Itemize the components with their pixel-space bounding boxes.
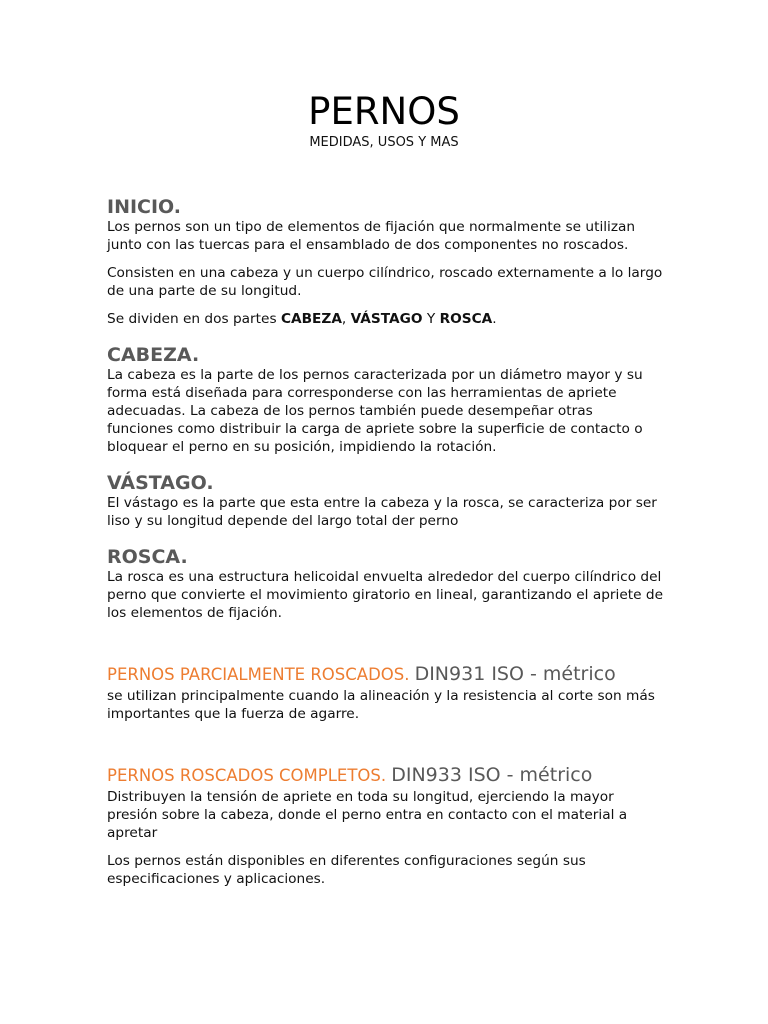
completo-title: PERNOS ROSCADOS COMPLETOS. <box>107 766 387 785</box>
heading-rosca: ROSCA. <box>107 546 188 568</box>
intro-3-sep2: Y <box>422 311 440 327</box>
document-body <box>107 196 663 888</box>
intro-3-end: . <box>492 311 497 327</box>
section-parcialmente-roscados <box>107 662 663 723</box>
section-rosca <box>107 546 663 622</box>
term-cabeza: CABEZA <box>280 311 342 327</box>
section-roscados-completos <box>107 763 663 888</box>
paragraph-intro-2: Consisten en una cabeza y un cuerpo cilíndrico, roscado externamente a lo largo de una parte de su longitud. <box>107 265 663 299</box>
paragraph-intro-1: Los pernos son un tipo de elementos de fijación que normalmente se utilizan junto con las tuercas para el ensamblado de dos componentes no roscados. <box>107 219 636 253</box>
section-vastago <box>107 472 663 530</box>
document-subtitle: MEDIDAS, USOS Y MAS <box>309 135 459 150</box>
intro-3-sep1: , <box>341 311 351 327</box>
paragraph-completo-2: Los pernos están disponibles en diferentes configuraciones según sus especificaciones y aplicaciones. <box>107 853 586 887</box>
term-rosca: ROSCA <box>439 311 493 327</box>
paragraph-rosca: La rosca es una estructura helicoidal envuelta alrededor del cuerpo cilíndrico del perno que convierte el movimiento giratorio en lineal, garantizando el apriete de los elementos de fijación. <box>107 569 663 621</box>
section-inicio <box>107 196 663 328</box>
heading-inicio: INICIO. <box>107 196 182 218</box>
heading-vastago: VÁSTAGO. <box>107 472 214 494</box>
document-title: PERNOS <box>308 90 460 133</box>
heading-cabeza: CABEZA. <box>107 344 200 366</box>
paragraph-cabeza: La cabeza es la parte de los pernos caracterizada por un diámetro mayor y su forma está diseñada para corresponderse con las herramientas de apriete adecuadas. La cabeza de los pernos también puede desempeñar otras funciones como distribuir la carga de apriete sobre la superficie de contacto o bloquear el perno en su posición, impidiendo la rotación. <box>107 367 643 455</box>
paragraph-completo-1: Distribuyen la tensión de apriete en toda su longitud, ejerciendo la mayor presión sobre la cabeza, donde el perno entra en contacto con el material a apretar <box>107 789 628 841</box>
intro-3-prefix: Se dividen en dos partes <box>107 311 281 327</box>
paragraph-intro-3 <box>107 310 663 328</box>
term-vastago: VÁSTAGO <box>350 311 423 327</box>
heading-parcialmente-roscados <box>107 662 663 687</box>
completo-standard: DIN933 ISO - métrico <box>391 764 593 786</box>
parcial-title: PERNOS PARCIALMENTE ROSCADOS. <box>107 665 410 684</box>
section-cabeza <box>107 344 663 456</box>
paragraph-vastago: El vástago es la parte que esta entre la cabeza y la rosca, se caracteriza por ser liso y su longitud depende del largo total der perno <box>107 495 657 529</box>
heading-roscados-completos <box>107 763 663 788</box>
paragraph-parcial: se utilizan principalmente cuando la alineación y la resistencia al corte son más importantes que la fuerza de agarre. <box>107 688 655 722</box>
parcial-standard: DIN931 ISO - métrico <box>414 663 616 685</box>
